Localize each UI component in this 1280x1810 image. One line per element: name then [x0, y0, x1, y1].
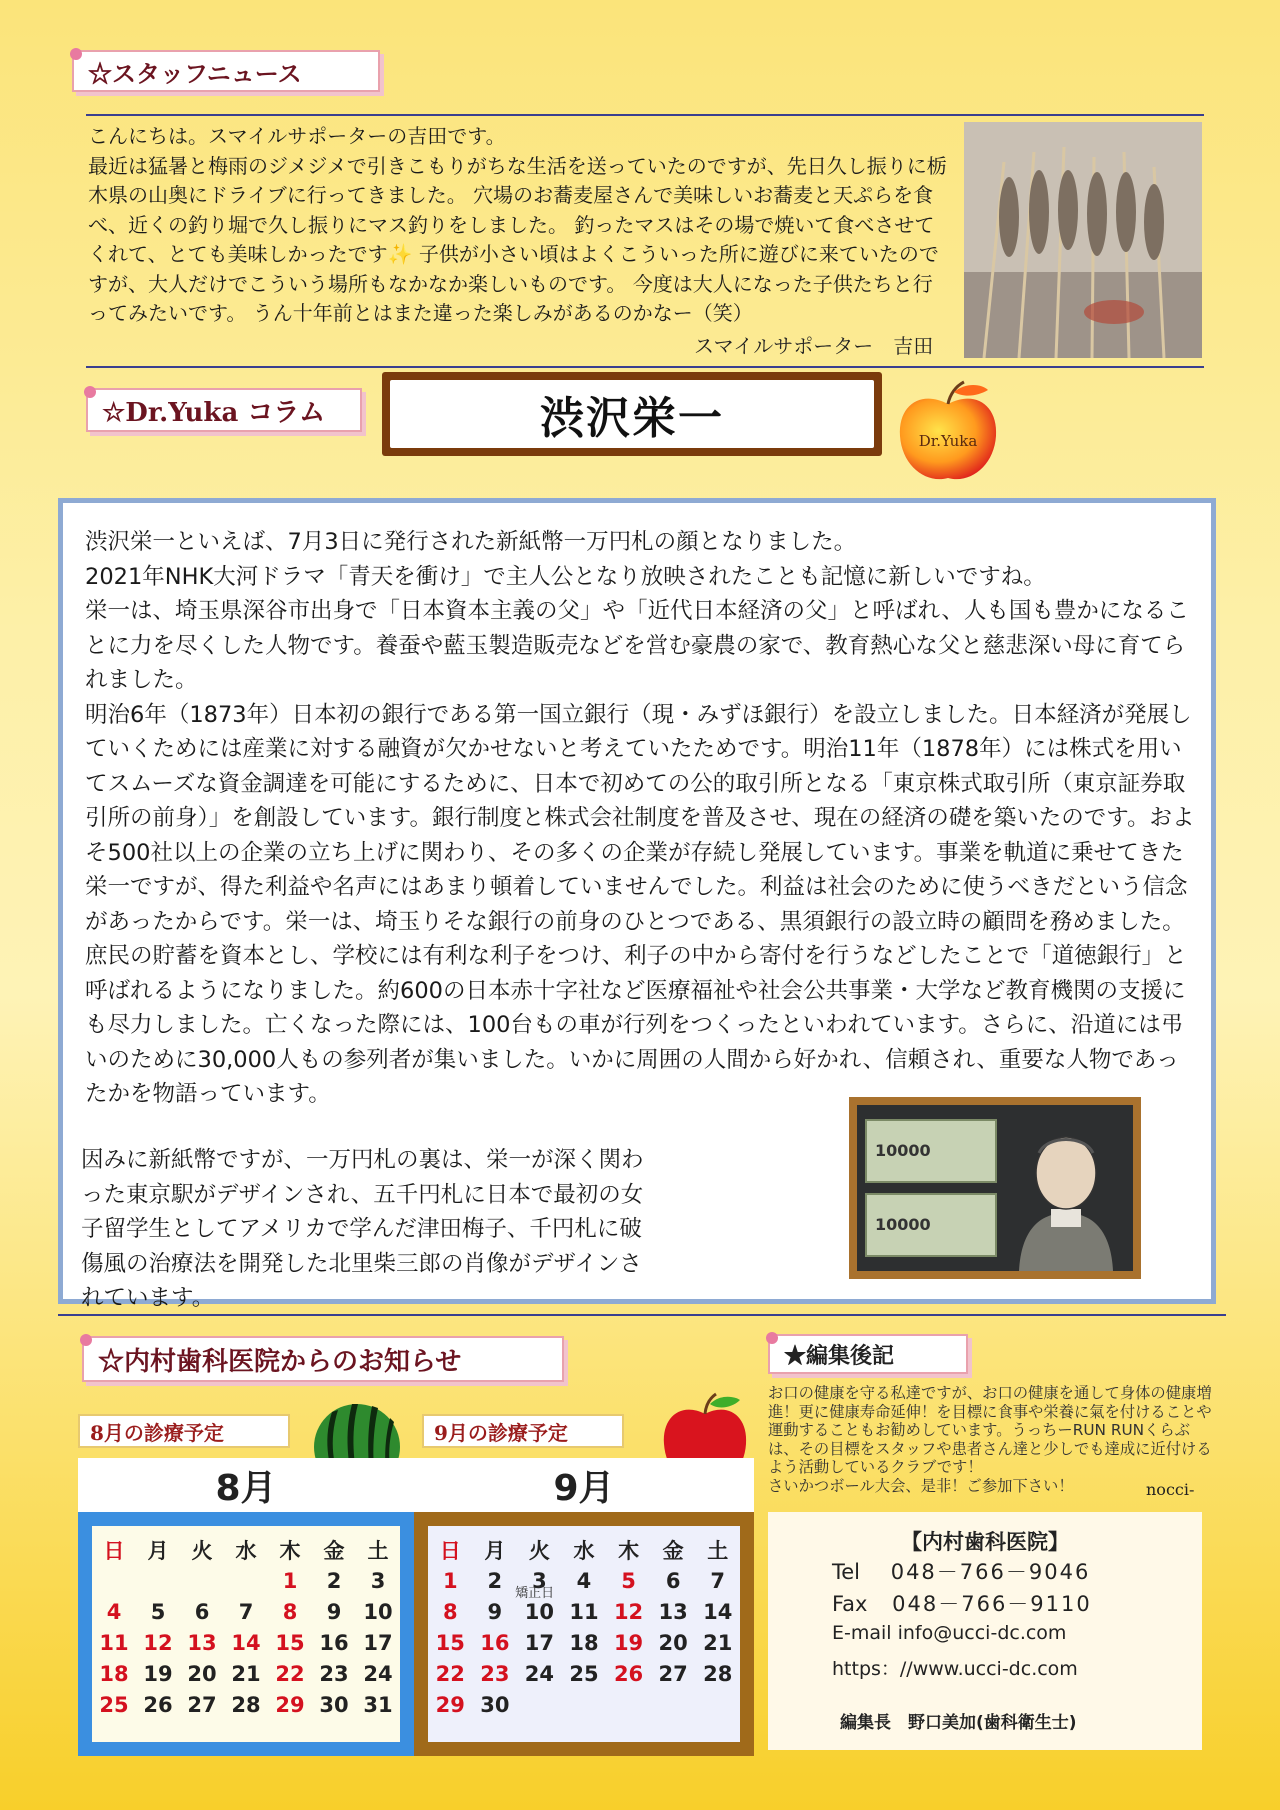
calendar-day: 8 — [282, 1599, 298, 1624]
chief-editor: 編集長 野口美加(歯科衛生士) — [840, 1713, 1077, 1733]
banknote-value-bottom: 10000 — [875, 1215, 931, 1234]
fax-number: 048－766－9110 — [892, 1592, 1092, 1616]
calendar-day: 30 — [319, 1692, 349, 1717]
weekday-header: 土 — [707, 1538, 729, 1563]
fax-label: Fax — [832, 1592, 868, 1616]
calendar-day: 17 — [524, 1630, 555, 1655]
weekday-header: 火 — [191, 1538, 213, 1563]
calendar-day: 26 — [143, 1692, 173, 1717]
dr-yuka-apple-logo — [892, 380, 1004, 486]
calendar-day: 3 矯正日 — [515, 1568, 555, 1601]
calendar-day: 24 — [524, 1661, 555, 1686]
calendar-day: 6 — [665, 1568, 681, 1593]
calendar-day: 2 — [326, 1568, 342, 1593]
banknote-blackboard-illustration — [849, 1097, 1141, 1279]
website-link[interactable]: https：//www.ucci-dc.com — [832, 1658, 1078, 1680]
calendar-day: 15 — [435, 1630, 465, 1655]
calendar-day: 23 — [480, 1661, 510, 1686]
calendar-day: 9 — [487, 1599, 503, 1624]
calendar-day: 1 — [282, 1568, 298, 1593]
banknote-top — [865, 1119, 997, 1183]
grilled-fish-photo — [964, 122, 1202, 358]
editor-note-closing: さいかつボール大会、是非！ご参加下さい！ — [768, 1476, 1074, 1495]
calendar-day: 25 — [569, 1661, 599, 1686]
staff-top-rule — [86, 114, 1204, 116]
calendar-day: 8 — [442, 1599, 458, 1624]
calendar-day: 4 — [576, 1568, 592, 1593]
staff-greeting: こんにちは。スマイルサポーターの吉田です。 — [88, 124, 506, 148]
staff-bottom-rule — [86, 366, 1204, 368]
calendar-day: 22 — [435, 1661, 465, 1686]
calendar-day: 18 — [569, 1630, 599, 1655]
staff-news-text — [88, 122, 950, 329]
column-paragraph-4: 明治6年（1873年）日本初の銀行である第一国立銀行（現・みずほ銀行）を設立しました。日本経済が発展していくためには産業に対する融資が欠かせないと考えていたためです。明治11年（1878年）には株式を用いてスムーズな資金調達を可能にするために、日本で初めての公的取引所となる「東京株式取引所（東京証券取引所の前身）」を創設しています。銀行制度と株式会社制度を普及させ、現在の経済の礎を築いたのです。およそ500社以上の企業の立ち上げに関わり、その多くの企業が存続し発展しています。事業を軌道に乗せてきた栄一ですが、得た利益や名声にはあまり頓着していませんでした。利益は社会のために使うべきだという信念があったからです。栄一は、埼玉りそな銀行の前身のひとつである、黒須銀行の設立時の顧問を務めました。庶民の貯蓄を資本とし、学校には有利な利子をつけ、利子の中から寄付を行うなどしたことで「道徳銀行」と呼ばれるようになりました。約600の日本赤十字社など医療福祉や社会公共事業・大学など教育機関の支援にも尽力しました。亡くなった際には、100台もの車が行列をつくったといわれています。さらに、沿道には弔いのために30,000人もの参列者が集いました。いかに周囲の人間から好かれ、信頼され、重要な人物であったかを物語っています。 — [85, 701, 1195, 1107]
editor-note-tag: ★編集後記 — [768, 1334, 968, 1374]
orthodontic-day-note: 矯正日 — [515, 1586, 555, 1601]
september-grid — [428, 1526, 740, 1742]
calendar-day: 25 — [99, 1692, 129, 1717]
weekday-header: 日 — [439, 1538, 461, 1563]
notice-tag: ☆内村歯科医院からのお知らせ — [82, 1336, 564, 1382]
calendar-day: 29 — [435, 1692, 465, 1717]
banknote-bottom — [865, 1193, 997, 1257]
calendar-day: 29 — [275, 1692, 305, 1717]
calendar-day: 28 — [703, 1661, 733, 1686]
calendar-day: 19 — [143, 1661, 173, 1686]
logo-text: Dr.Yuka — [918, 432, 978, 450]
weekday-header: 水 — [573, 1538, 595, 1563]
calendar-day: 28 — [231, 1692, 261, 1717]
calendar-day: 10 — [363, 1599, 393, 1624]
column-title: 渋沢栄一 — [390, 380, 874, 448]
calendar-day: 15 — [275, 1630, 305, 1655]
staff-news-tag: ☆スタッフニュース — [72, 50, 380, 92]
calendar-day — [92, 1565, 136, 1596]
calendar-day: 14 — [703, 1599, 733, 1624]
tel-label: Tel — [832, 1560, 861, 1584]
calendar-day: 21 — [231, 1661, 261, 1686]
column-paragraph-1: 渋沢栄一といえば、7月3日に発行された新紙幣一万円札の顔となりました。 — [85, 529, 857, 555]
editor-note-text — [768, 1384, 1212, 1495]
column-text — [85, 525, 1195, 1112]
calendar-day: 4 — [106, 1599, 122, 1624]
clinic-contact-box — [768, 1512, 1202, 1750]
calendar-day — [136, 1565, 180, 1596]
tel-row — [832, 1556, 1090, 1586]
calendar-day: 1 — [442, 1568, 458, 1593]
calendar-day: 16 — [319, 1630, 349, 1655]
august-label: 8月の診療予定 — [78, 1414, 290, 1448]
calendar-day: 22 — [275, 1661, 305, 1686]
august-calendar — [78, 1512, 414, 1756]
weekday-header: 金 — [323, 1538, 345, 1563]
calendar-day: 27 — [187, 1692, 217, 1717]
september-month-heading: 9月 — [414, 1458, 754, 1512]
calendar-day: 21 — [703, 1630, 733, 1655]
calendar-day: 13 — [187, 1630, 217, 1655]
calendar-day: 3 — [370, 1568, 386, 1593]
calendar-day — [224, 1565, 268, 1596]
calendar-day: 16 — [480, 1630, 510, 1655]
calendar-day: 26 — [613, 1661, 644, 1686]
weekday-header: 木 — [279, 1538, 301, 1563]
calendar-day: 27 — [658, 1661, 688, 1686]
weekday-header: 火 — [528, 1538, 550, 1563]
banknote-value-top: 10000 — [875, 1141, 931, 1160]
august-month-heading: 8月 — [78, 1458, 414, 1512]
column-paragraph-3: 栄一は、埼玉県深谷市出身で「日本資本主義の父」や「近代日本経済の父」と呼ばれ、人も国も豊かになることに力を尽くした人物です。養蚕や藍玉製造販売などを営む豪農の家で、教育熱心な父と慈悲深い母に育てられました。 — [85, 598, 1189, 693]
portrait-illustration — [999, 1113, 1133, 1271]
calendar-day: 7 — [238, 1599, 254, 1624]
weekday-header: 水 — [235, 1538, 257, 1563]
august-grid — [92, 1526, 400, 1742]
calendar-day: 17 — [363, 1630, 393, 1655]
calendar-day: 6 — [194, 1599, 210, 1624]
column-paragraph-2: 2021年NHK大河ドラマ「青天を衝け」で主人公となり放映されたことも記憶に新しいですね。 — [85, 563, 1046, 590]
weekday-header: 金 — [662, 1538, 684, 1563]
column-bottom-rule — [58, 1314, 1226, 1316]
calendar-day: 20 — [658, 1630, 688, 1655]
september-label: 9月の診療予定 — [422, 1414, 624, 1448]
calendar-day: 9 — [326, 1599, 342, 1624]
calendar-day: 18 — [99, 1661, 129, 1686]
calendar-day: 7 — [710, 1568, 726, 1593]
september-calendar — [414, 1512, 754, 1756]
calendar-day: 20 — [187, 1661, 217, 1686]
editor-note-body: お口の健康を守る私達ですが、お口の健康を通して身体の健康増進！更に健康寿命延伸！を目標に食事や栄養に氣を付けることや運動することもお勧めしています。うっちーRUN RUNくらぶは、その目標をスタッフや患者さん達と少しでも達成に近付けるよう活動しているクラブです！ — [768, 1384, 1212, 1476]
calendar-day: 12 — [143, 1630, 173, 1655]
weekday-header: 月 — [484, 1538, 506, 1563]
calendar-day — [180, 1565, 224, 1596]
calendar-day: 11 — [569, 1599, 599, 1624]
email-link[interactable]: E-mail info@ucci-dc.com — [832, 1622, 1067, 1644]
column-tag: ☆Dr.Yuka コラム — [86, 388, 362, 432]
editor-signature: nocci- — [1146, 1480, 1195, 1499]
weekday-header: 月 — [147, 1538, 169, 1563]
staff-signature: スマイルサポーター 吉田 — [694, 334, 934, 358]
weekday-header: 土 — [367, 1538, 389, 1563]
weekday-header: 日 — [103, 1538, 125, 1563]
calendar-day: 24 — [363, 1661, 393, 1686]
staff-body: 最近は猛暑と梅雨のジメジメで引きこもりがちな生活を送っていたのですが、先日久し振りに栃木県の山奥にドライブに行ってきました。 穴場のお蕎麦屋さんで美味しいお蕎麦と天ぷらを食べ、近くの釣り堀で久し振りにマス釣りをしました。 釣ったマスはその場で焼いて食べさせてくれて、とても美味しかったです✨ 子供が小さい頃はよくこういった所に遊びに来ていたのですが、大人だけでこういう場所もなかなか楽しいものです。 今度は大人になった子供たちと行ってみたいです。 うん十年前とはまた違った楽しみがあるのかなー（笑） — [88, 153, 947, 325]
tel-number[interactable]: 048－766－9046 — [890, 1560, 1091, 1584]
column-title-sign — [382, 372, 882, 456]
clinic-name: 【内村歯科医院】 — [901, 1530, 1069, 1554]
weekday-header: 木 — [618, 1538, 640, 1563]
calendar-day: 14 — [231, 1630, 261, 1655]
calendar-day: 2 — [487, 1568, 503, 1593]
column-footer-text: 因みに新紙幣ですが、一万円札の裏は、栄一が深く関わった東京駅がデザインされ、五千円札に日本で最初の女子留学生としてアメリカで学んだ津田梅子、千円札に破傷風の治療法を開発した北里柴三郎の肖像がデザインされています。 — [81, 1147, 644, 1311]
column-box — [58, 498, 1216, 1311]
calendar-day: 13 — [658, 1599, 688, 1624]
calendar-day: 5 — [150, 1599, 166, 1624]
calendar-day: 23 — [319, 1661, 349, 1686]
calendar-day: 31 — [363, 1692, 393, 1717]
calendar-day: 11 — [99, 1630, 129, 1655]
calendar-day: 12 — [613, 1599, 644, 1624]
calendar-day: 19 — [613, 1630, 644, 1655]
fax-row — [832, 1588, 1092, 1618]
calendar-day: 30 — [480, 1692, 510, 1717]
calendar-day: 5 — [621, 1568, 636, 1593]
calendar-day: 10 — [524, 1599, 555, 1624]
